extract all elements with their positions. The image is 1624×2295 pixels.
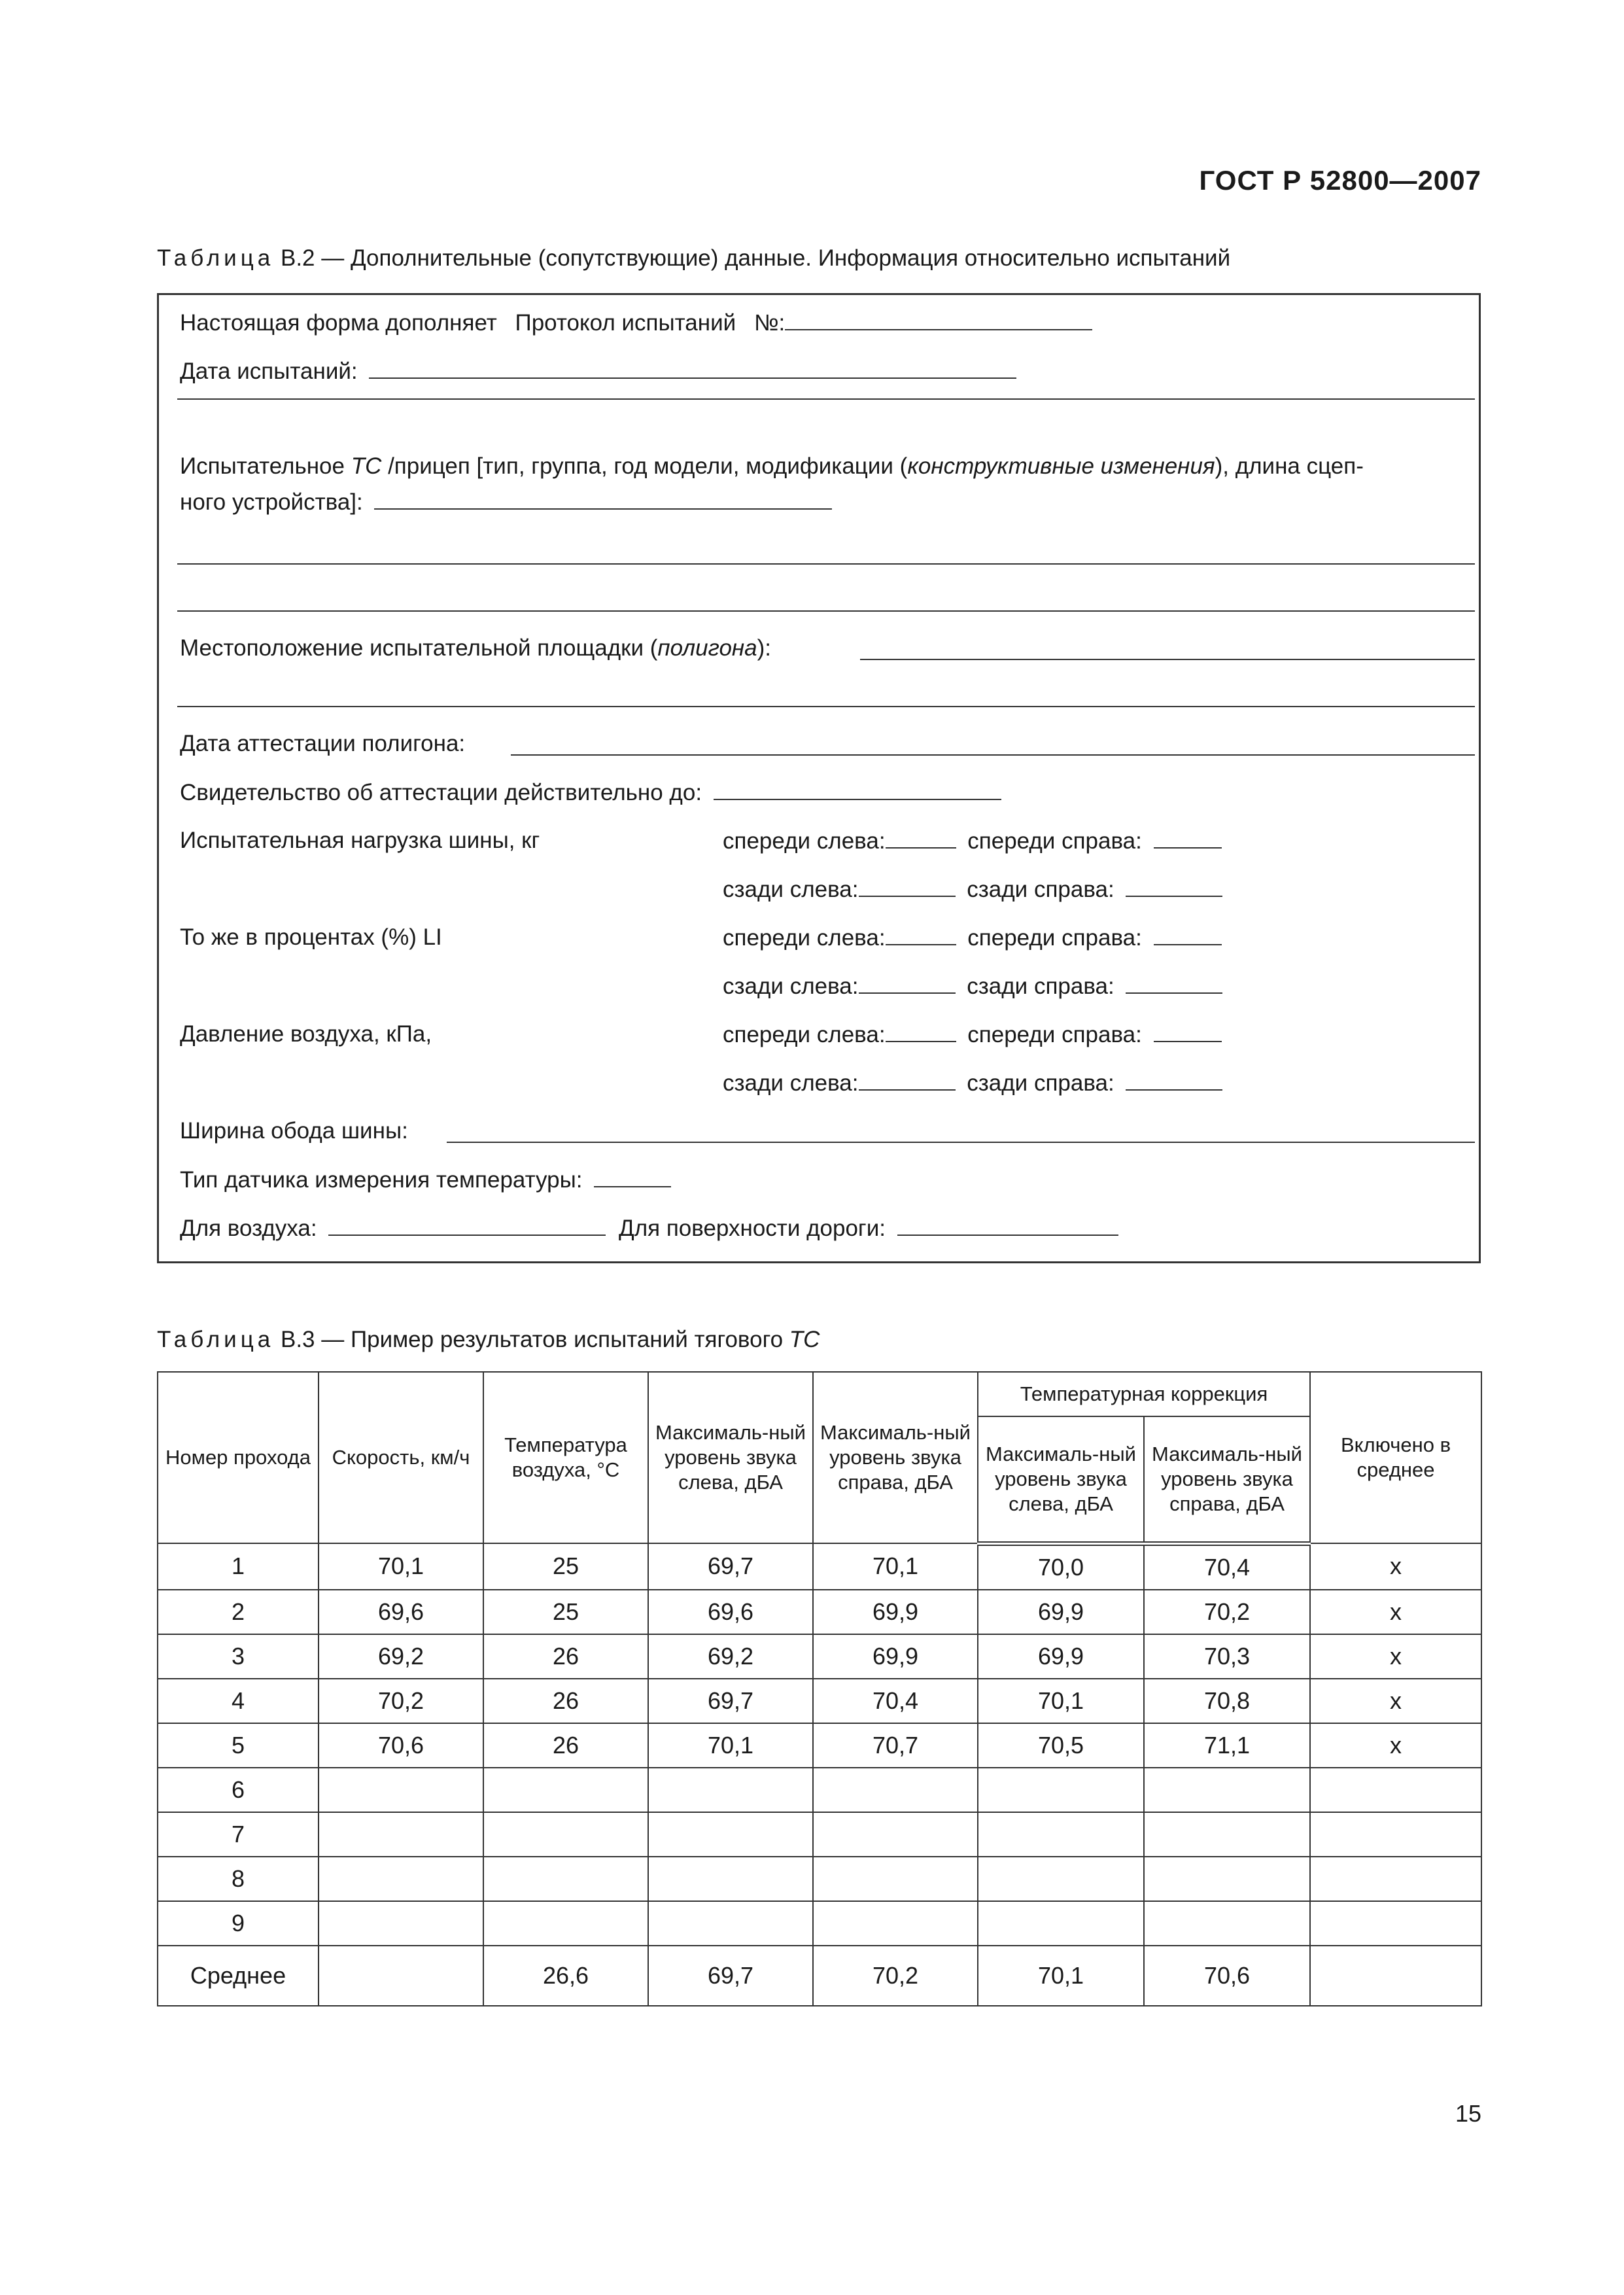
- rear-left-field[interactable]: [859, 1070, 956, 1091]
- rear-left-label: сзади слева:: [723, 1070, 859, 1096]
- table-b2-caption: [157, 245, 1230, 272]
- attestation-date-field[interactable]: [511, 754, 1475, 756]
- cell-run-number: 9: [158, 1901, 319, 1946]
- header-max-right: Максималь-ный уровень звука справа, дБА: [813, 1372, 978, 1543]
- percent-front: [723, 924, 1222, 951]
- cell-max-left: [648, 1812, 813, 1857]
- vehicle-text-2: /прицеп [тип, группа, год модели, модификации (: [381, 453, 908, 479]
- cell-air-temp: [483, 1901, 648, 1946]
- table-row: [158, 1723, 1481, 1768]
- cell-corr-right: 70,4: [1144, 1543, 1310, 1590]
- cell-speed: 70,2: [319, 1679, 483, 1723]
- table-row: [158, 1543, 1481, 1590]
- cell-included: x: [1310, 1590, 1481, 1634]
- protocol-number-field[interactable]: [785, 309, 1092, 330]
- air-road-line: [180, 1215, 1118, 1242]
- cell-max-right: [813, 1901, 978, 1946]
- cell-speed: [319, 1857, 483, 1901]
- cell-max-right: 69,9: [813, 1590, 978, 1634]
- location-text-2: ):: [757, 635, 772, 661]
- cell-corr-left: 69,9: [978, 1590, 1144, 1634]
- location-text-1: Местоположение испытательной площадки (: [180, 635, 658, 661]
- rim-width-line: [180, 1118, 408, 1144]
- cell-corr-left: 69,9: [978, 1634, 1144, 1679]
- table-row: [158, 1590, 1481, 1634]
- cell-max-left: [648, 1768, 813, 1812]
- road-surface-field[interactable]: [897, 1215, 1118, 1236]
- pressure-rear: [723, 1070, 1222, 1096]
- protocol-line: [180, 309, 1092, 336]
- front-right-field[interactable]: [1154, 828, 1222, 849]
- avg-cell-corr-right: 70,6: [1144, 1946, 1310, 2006]
- cell-max-right: [813, 1857, 978, 1901]
- cell-max-left: 69,6: [648, 1590, 813, 1634]
- tire-load-rear: [723, 876, 1222, 903]
- cell-max-right: 70,4: [813, 1679, 978, 1723]
- vehicle-text-1: Испытательное: [180, 453, 351, 479]
- cell-included: x: [1310, 1634, 1481, 1679]
- caption-label: Таблица: [157, 245, 275, 271]
- cell-max-left: [648, 1901, 813, 1946]
- number-label: №:: [753, 310, 786, 336]
- cell-corr-right: 70,8: [1144, 1679, 1310, 1723]
- cell-included: [1310, 1857, 1481, 1901]
- rear-right-label: сзади справа:: [967, 1070, 1114, 1096]
- cell-included: [1310, 1768, 1481, 1812]
- cell-included: x: [1310, 1679, 1481, 1723]
- rear-left-label: сзади слева:: [723, 877, 859, 902]
- cell-air-temp: 25: [483, 1543, 648, 1590]
- cell-speed: 69,2: [319, 1634, 483, 1679]
- cell-max-left: 69,2: [648, 1634, 813, 1679]
- caption-text: В.3 — Пример результатов испытаний тягового: [280, 1327, 789, 1352]
- front-left-label: спереди слева:: [723, 925, 886, 951]
- rim-width-label: Ширина обода шины:: [180, 1118, 408, 1144]
- cell-run-number: 4: [158, 1679, 319, 1723]
- front-right-label: спереди справа:: [967, 925, 1142, 951]
- location-line: [180, 635, 771, 661]
- cell-corr-left: [978, 1768, 1144, 1812]
- vehicle-ts: ТС: [351, 453, 382, 479]
- cell-speed: 69,6: [319, 1590, 483, 1634]
- temp-sensor-field[interactable]: [594, 1166, 671, 1187]
- cell-corr-left: [978, 1857, 1144, 1901]
- location-blank-line[interactable]: [177, 706, 1475, 707]
- avg-cell-air-temp: 26,6: [483, 1946, 648, 2006]
- cell-speed: [319, 1812, 483, 1857]
- cell-included: [1310, 1812, 1481, 1857]
- vehicle-line-2: [180, 489, 832, 516]
- cell-corr-right: [1144, 1901, 1310, 1946]
- cell-corr-left: [978, 1812, 1144, 1857]
- certificate-field[interactable]: [714, 779, 1001, 800]
- caption-label: Таблица: [157, 1327, 275, 1352]
- rim-width-field[interactable]: [447, 1142, 1475, 1143]
- document-code: ГОСТ Р 52800—2007: [1199, 165, 1481, 196]
- vehicle-blank-line-2[interactable]: [177, 610, 1475, 612]
- cell-corr-right: 71,1: [1144, 1723, 1310, 1768]
- cell-air-temp: [483, 1768, 648, 1812]
- cell-corr-left: 70,5: [978, 1723, 1144, 1768]
- avg-cell-speed: [319, 1946, 483, 2006]
- front-right-label: спереди справа:: [967, 828, 1142, 854]
- results-table: [157, 1371, 1482, 2006]
- air-field[interactable]: [328, 1215, 606, 1236]
- cell-max-right: 70,1: [813, 1543, 978, 1590]
- cell-run-number: 5: [158, 1723, 319, 1768]
- pressure-front: [723, 1021, 1222, 1048]
- cell-run-number: 1: [158, 1543, 319, 1590]
- front-right-field[interactable]: [1154, 1021, 1222, 1042]
- cell-included: x: [1310, 1723, 1481, 1768]
- avg-cell-max-left: 69,7: [648, 1946, 813, 2006]
- cell-corr-left: 70,0: [978, 1543, 1144, 1590]
- attestation-date-label: Дата аттестации полигона:: [180, 731, 466, 756]
- cell-air-temp: 26: [483, 1679, 648, 1723]
- cell-air-temp: [483, 1812, 648, 1857]
- header-speed: Скорость, км/ч: [319, 1372, 483, 1543]
- table-row: [158, 1679, 1481, 1723]
- average-row: [158, 1946, 1481, 2006]
- table-row: [158, 1812, 1481, 1857]
- table-row: [158, 1634, 1481, 1679]
- rear-right-label: сзади справа:: [967, 973, 1114, 999]
- test-date-field[interactable]: [369, 358, 1016, 379]
- location-field[interactable]: [860, 659, 1475, 660]
- rear-right-field[interactable]: [1126, 1070, 1222, 1091]
- caption-ts: ТС: [789, 1327, 820, 1352]
- front-right-label: спереди справа:: [967, 1022, 1142, 1047]
- percent-rear: [723, 973, 1222, 1000]
- cell-max-right: [813, 1812, 978, 1857]
- cell-max-left: 69,7: [648, 1679, 813, 1723]
- cell-included: [1310, 1901, 1481, 1946]
- rear-right-field[interactable]: [1126, 973, 1222, 994]
- cell-corr-right: [1144, 1812, 1310, 1857]
- cell-corr-right: [1144, 1857, 1310, 1901]
- cell-max-right: [813, 1768, 978, 1812]
- certificate-line: [180, 779, 1001, 806]
- caption-text: В.2 — Дополнительные (сопутствующие) данные. Информация относительно испытаний: [280, 245, 1231, 271]
- vehicle-line-1: [180, 453, 1364, 480]
- cell-speed: 70,1: [319, 1543, 483, 1590]
- header-air-temp: Температура воздуха, °С: [483, 1372, 648, 1543]
- cell-air-temp: [483, 1857, 648, 1901]
- header-temp-correction: Температурная коррекция: [978, 1372, 1310, 1416]
- rear-right-field[interactable]: [1126, 876, 1222, 897]
- cell-run-number: 3: [158, 1634, 319, 1679]
- temp-sensor-label: Тип датчика измерения температуры:: [180, 1167, 583, 1193]
- cell-max-left: [648, 1857, 813, 1901]
- cell-air-temp: 25: [483, 1590, 648, 1634]
- test-info-form: [157, 293, 1481, 1263]
- cell-air-temp: 26: [483, 1723, 648, 1768]
- front-left-field[interactable]: [886, 828, 956, 849]
- vehicle-text-line2: ного устройства]:: [180, 489, 363, 515]
- air-label: Для воздуха:: [180, 1216, 317, 1241]
- cell-corr-right: 70,3: [1144, 1634, 1310, 1679]
- protocol-label: Протокол испытаний: [515, 310, 736, 336]
- avg-cell-corr-left: 70,1: [978, 1946, 1144, 2006]
- cell-included: x: [1310, 1543, 1481, 1590]
- rear-left-field[interactable]: [859, 876, 956, 897]
- header-corr-left: Максималь-ный уровень звука слева, дБА: [978, 1416, 1144, 1543]
- divider: [177, 398, 1475, 400]
- vehicle-field[interactable]: [374, 489, 832, 510]
- vehicle-changes: конструктивные изменения: [907, 453, 1215, 479]
- results-body: [158, 1543, 1481, 2006]
- cell-corr-left: [978, 1901, 1144, 1946]
- road-surface-label: Для поверхности дороги:: [619, 1216, 886, 1241]
- location-polygon: полигона: [657, 635, 757, 661]
- page-number: 15: [1455, 2100, 1481, 2127]
- front-left-field[interactable]: [886, 924, 956, 945]
- cell-run-number: 8: [158, 1857, 319, 1901]
- table-row: [158, 1857, 1481, 1901]
- cell-run-number: 7: [158, 1812, 319, 1857]
- tire-load-label: Испытательная нагрузка шины, кг: [180, 828, 540, 853]
- header-max-left: Максималь-ный уровень звука слева, дБА: [648, 1372, 813, 1543]
- rear-left-label: сзади слева:: [723, 973, 859, 999]
- header-corr-right: Максималь-ный уровень звука справа, дБА: [1144, 1416, 1310, 1543]
- temp-sensor-line: [180, 1166, 671, 1193]
- attestation-date-line: [180, 731, 465, 757]
- air-pressure-label: Давление воздуха, кПа,: [180, 1021, 432, 1047]
- avg-cell-run-number: Среднее: [158, 1946, 319, 2006]
- cell-max-left: 70,1: [648, 1723, 813, 1768]
- test-date-line: [180, 358, 1016, 385]
- cell-max-right: 69,9: [813, 1634, 978, 1679]
- front-left-label: спереди слева:: [723, 828, 886, 854]
- cell-speed: [319, 1768, 483, 1812]
- cell-run-number: 2: [158, 1590, 319, 1634]
- table-row: [158, 1768, 1481, 1812]
- percent-label: То же в процентах (%) LI: [180, 924, 442, 950]
- avg-cell-max-right: 70,2: [813, 1946, 978, 2006]
- vehicle-blank-line-1[interactable]: [177, 563, 1475, 565]
- rear-right-label: сзади справа:: [967, 877, 1114, 902]
- front-right-field[interactable]: [1154, 924, 1222, 945]
- cell-corr-right: [1144, 1768, 1310, 1812]
- cell-max-left: 69,7: [648, 1543, 813, 1590]
- table-row: [158, 1901, 1481, 1946]
- front-left-label: спереди слева:: [723, 1022, 886, 1047]
- header-run-number: Номер прохода: [158, 1372, 319, 1543]
- header-included: Включено в среднее: [1310, 1372, 1481, 1543]
- table-b3-caption: [157, 1327, 820, 1353]
- tire-load-front: [723, 828, 1222, 854]
- front-left-field[interactable]: [886, 1021, 956, 1042]
- cell-max-right: 70,7: [813, 1723, 978, 1768]
- certificate-label: Свидетельство об аттестации действительно до:: [180, 780, 702, 805]
- cell-speed: 70,6: [319, 1723, 483, 1768]
- cell-corr-right: 70,2: [1144, 1590, 1310, 1634]
- rear-left-field[interactable]: [859, 973, 956, 994]
- cell-corr-left: 70,1: [978, 1679, 1144, 1723]
- cell-air-temp: 26: [483, 1634, 648, 1679]
- cell-speed: [319, 1901, 483, 1946]
- cell-run-number: 6: [158, 1768, 319, 1812]
- vehicle-text-3: ), длина сцеп-: [1215, 453, 1364, 479]
- test-date-label: Дата испытаний:: [180, 359, 358, 384]
- supplement-label: Настоящая форма дополняет: [180, 310, 497, 336]
- avg-cell-included: [1310, 1946, 1481, 2006]
